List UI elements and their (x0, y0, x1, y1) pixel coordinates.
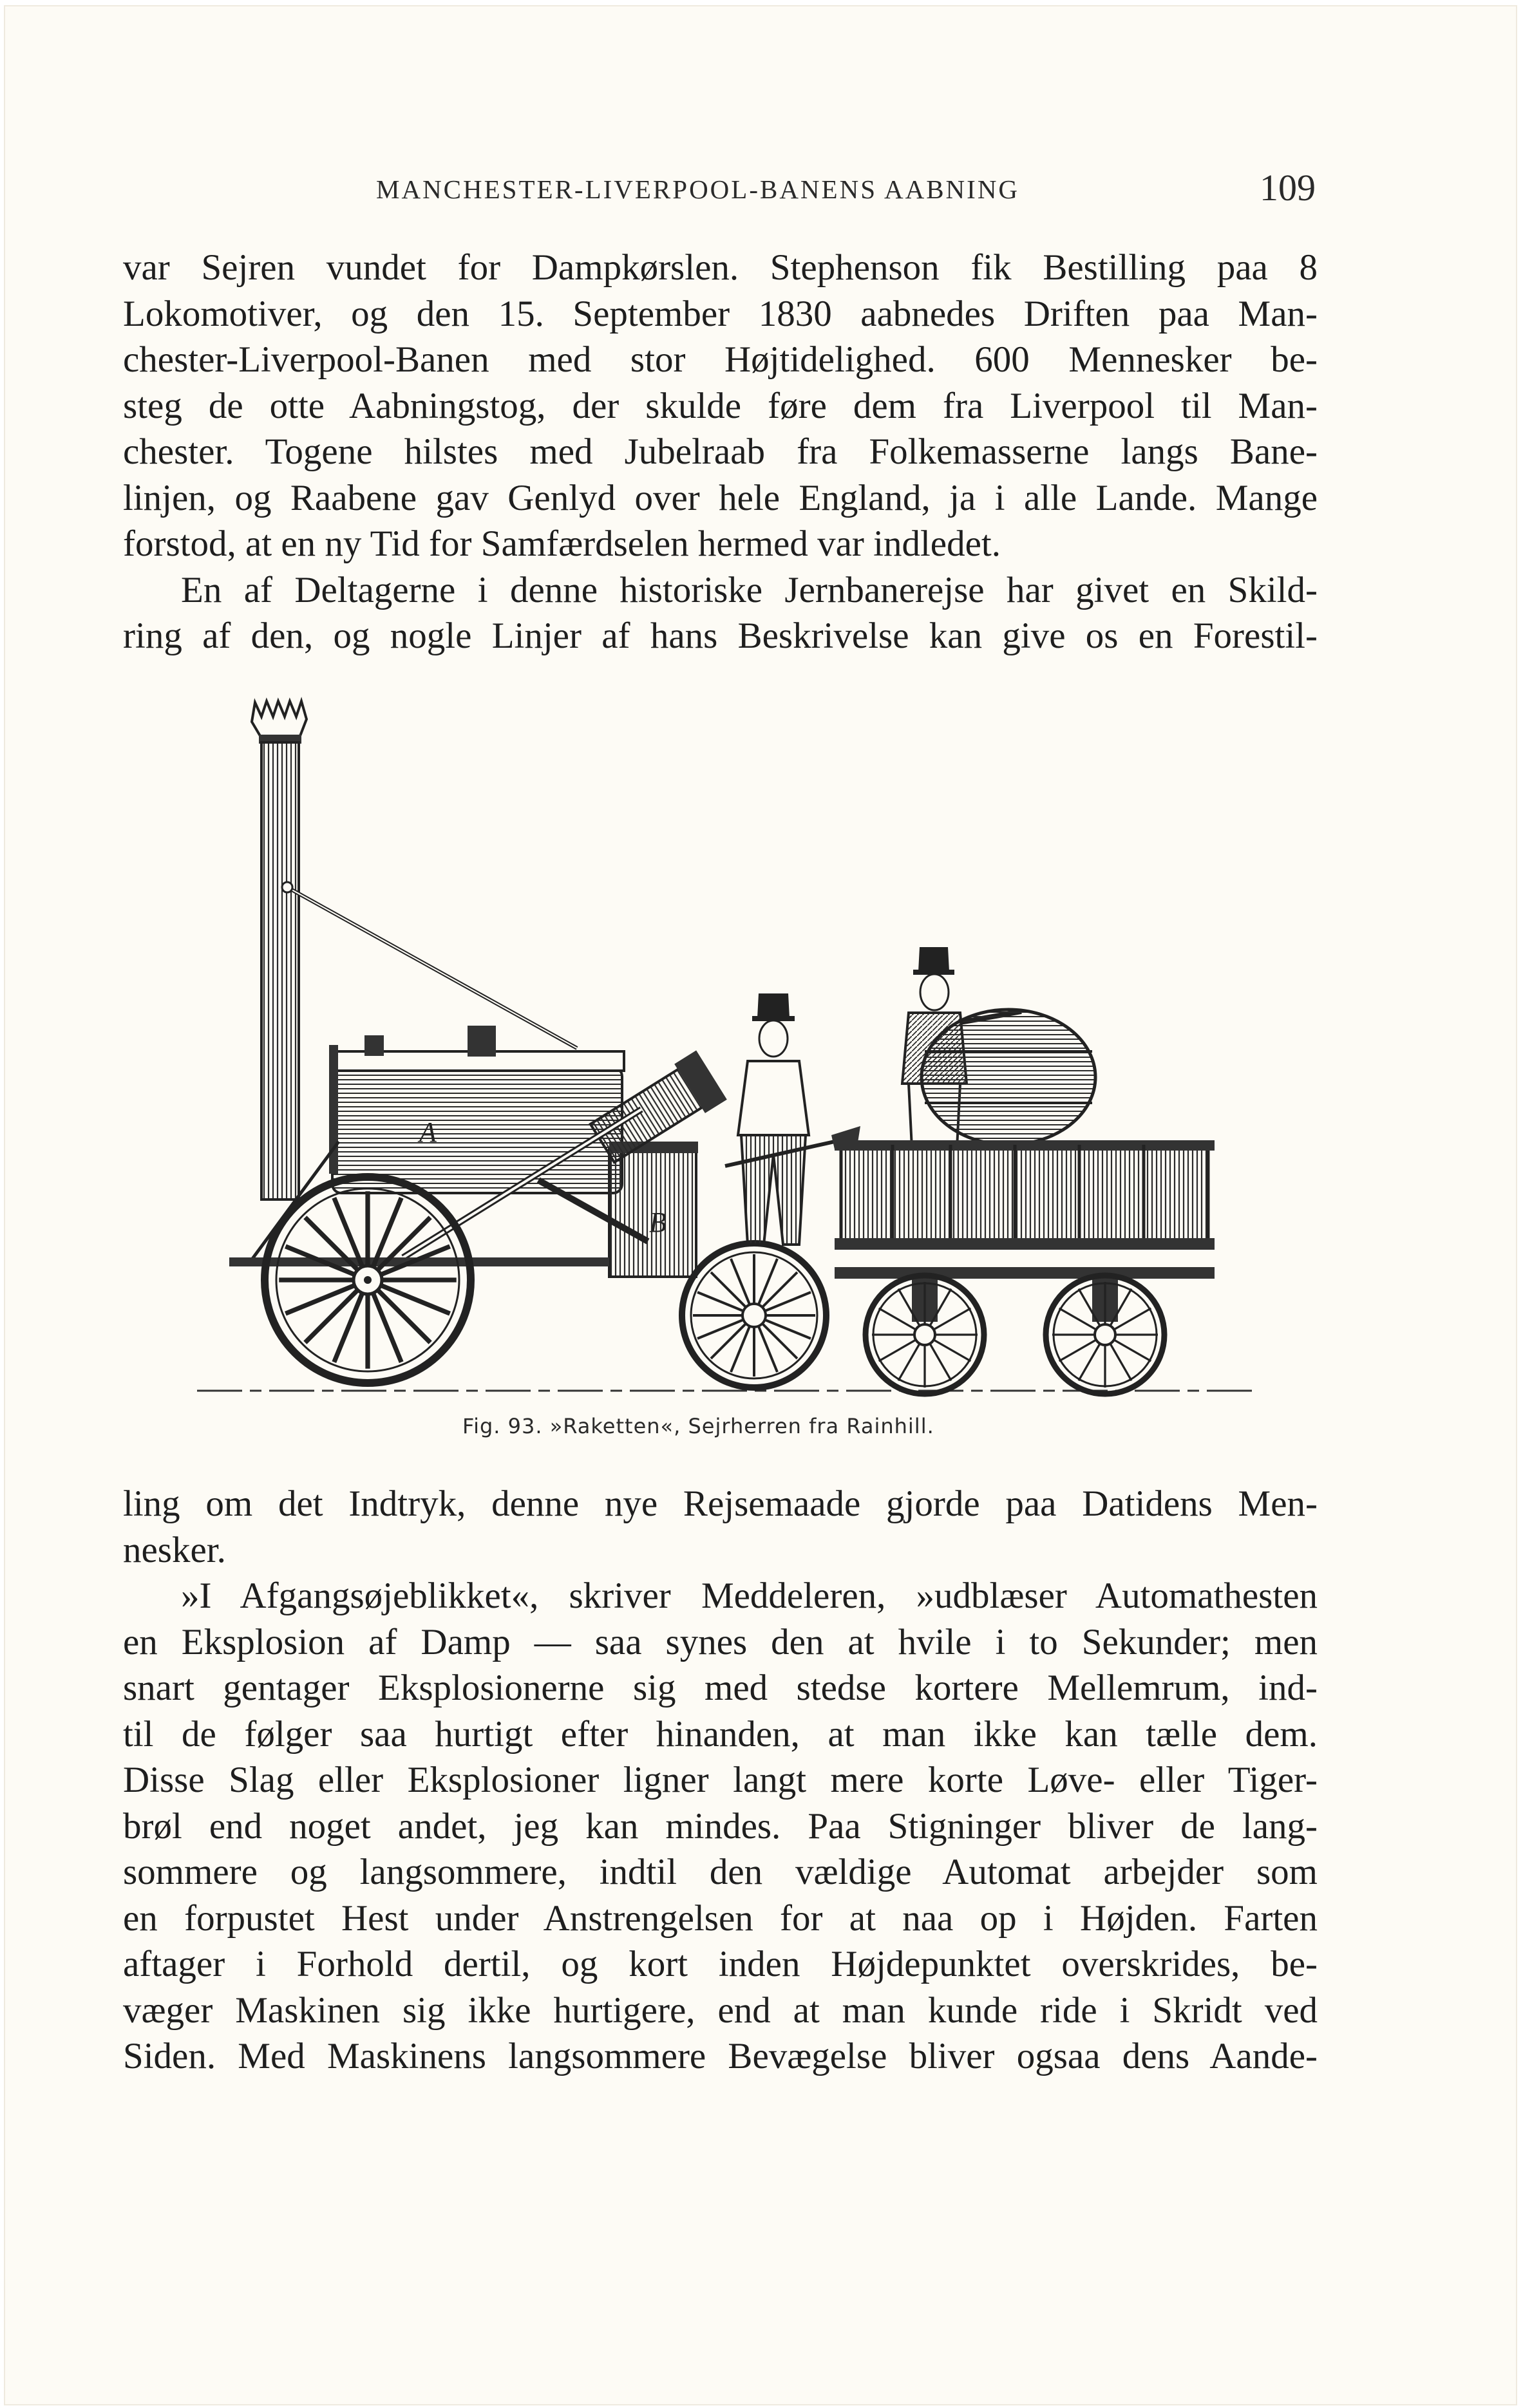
text-line: steg de otte Aabningstog, der skulde føre dem fra Liverpool til Man- (123, 385, 1318, 426)
text-line: snart gentager Eksplosionerne sig med stedse kortere Mellemrum, ind- (123, 1668, 1318, 1708)
text-line: væger Maskinen sig ikke hurtigere, end at man kunde ride i Skridt ved (123, 1989, 1318, 2031)
text-line: chester. Togene hilstes med Jubelraab fra Folkemasserne langs Bane- (123, 431, 1318, 472)
locomotive-illustration (191, 691, 1279, 1412)
water-barrel (922, 1010, 1095, 1145)
page-number: 109 (1260, 167, 1316, 209)
text-line: En af Deltagerne i denne historiske Jernbanerejse har givet en Skild- (181, 569, 1318, 610)
tender-rear-wheel (1046, 1275, 1164, 1394)
text-line: aftager i Forhold dertil, og kort inden Højdepunktet overskrides, be- (123, 1944, 1318, 1984)
running-title: MANCHESTER-LIVERPOOL-BANENS AABNING (376, 174, 1020, 204)
text-line: brøl end noget andet, jeg kan mindes. Paa Stigninger bliver de lang- (123, 1805, 1318, 1847)
text-line: sommere og langsommere, indtil den vældige Automat arbejder som (123, 1852, 1318, 1892)
paragraph-bottom (123, 1481, 1318, 2080)
text-line: »I Afgangsøjeblikket«, skriver Meddeleren, »udblæser Automathesten (181, 1576, 1318, 1616)
locomotive-driving-wheel (265, 1177, 471, 1383)
text-line: Lokomotiver, og den 15. September 1830 aabnedes Driften paa Man- (123, 293, 1318, 334)
text-line: til de følger saa hurtigt efter hinanden, at man ikke kan tælle dem. (123, 1713, 1318, 1754)
figure-locomotive-rocket (191, 691, 1279, 1412)
label-b: B (649, 1207, 667, 1238)
text-line: Disse Slag eller Eksplosioner ligner langt mere korte Løve- eller Tiger- (123, 1760, 1318, 1800)
text-line: linjen, og Raabene gav Genlyd over hele England, ja i alle Lande. Mange (123, 477, 1318, 518)
paragraph-top (123, 245, 1318, 659)
text-line: ring af den, og nogle Linjer af hans Beskrivelse kan give os en Forestil- (123, 616, 1318, 656)
text-line: forstod, at en ny Tid for Samfærdselen hermed var indledet. (123, 523, 1001, 564)
text-line: ling om det Indtryk, denne nye Rejsemaade gjorde paa Datidens Men- (123, 1483, 1318, 1524)
text-line: nesker. (123, 1529, 226, 1570)
text-line: Siden. Med Maskinens langsommere Bevægelse bliver ogsaa dens Aande- (123, 2036, 1318, 2076)
book-page (4, 5, 1517, 2405)
locomotive-rear-wheel (682, 1243, 826, 1387)
tender-front-wheel (866, 1275, 984, 1394)
figure-caption: Fig. 93. »Raketten«, Sejrherren fra Rainhill. (462, 1414, 934, 1438)
text-line: var Sejren vundet for Dampkørslen. Stephenson fik Bestilling paa 8 (123, 247, 1318, 288)
text-line: chester-Liverpool-Banen med stor Højtidelighed. 600 Mennesker be- (123, 339, 1318, 380)
text-line: en Eksplosion af Damp — saa synes den at hvile i to Sekunder; men (123, 1621, 1318, 1662)
label-a: A (419, 1116, 437, 1148)
text-line: en forpustet Hest under Anstrengelsen for at naa op i Højden. Farten (123, 1897, 1318, 1939)
